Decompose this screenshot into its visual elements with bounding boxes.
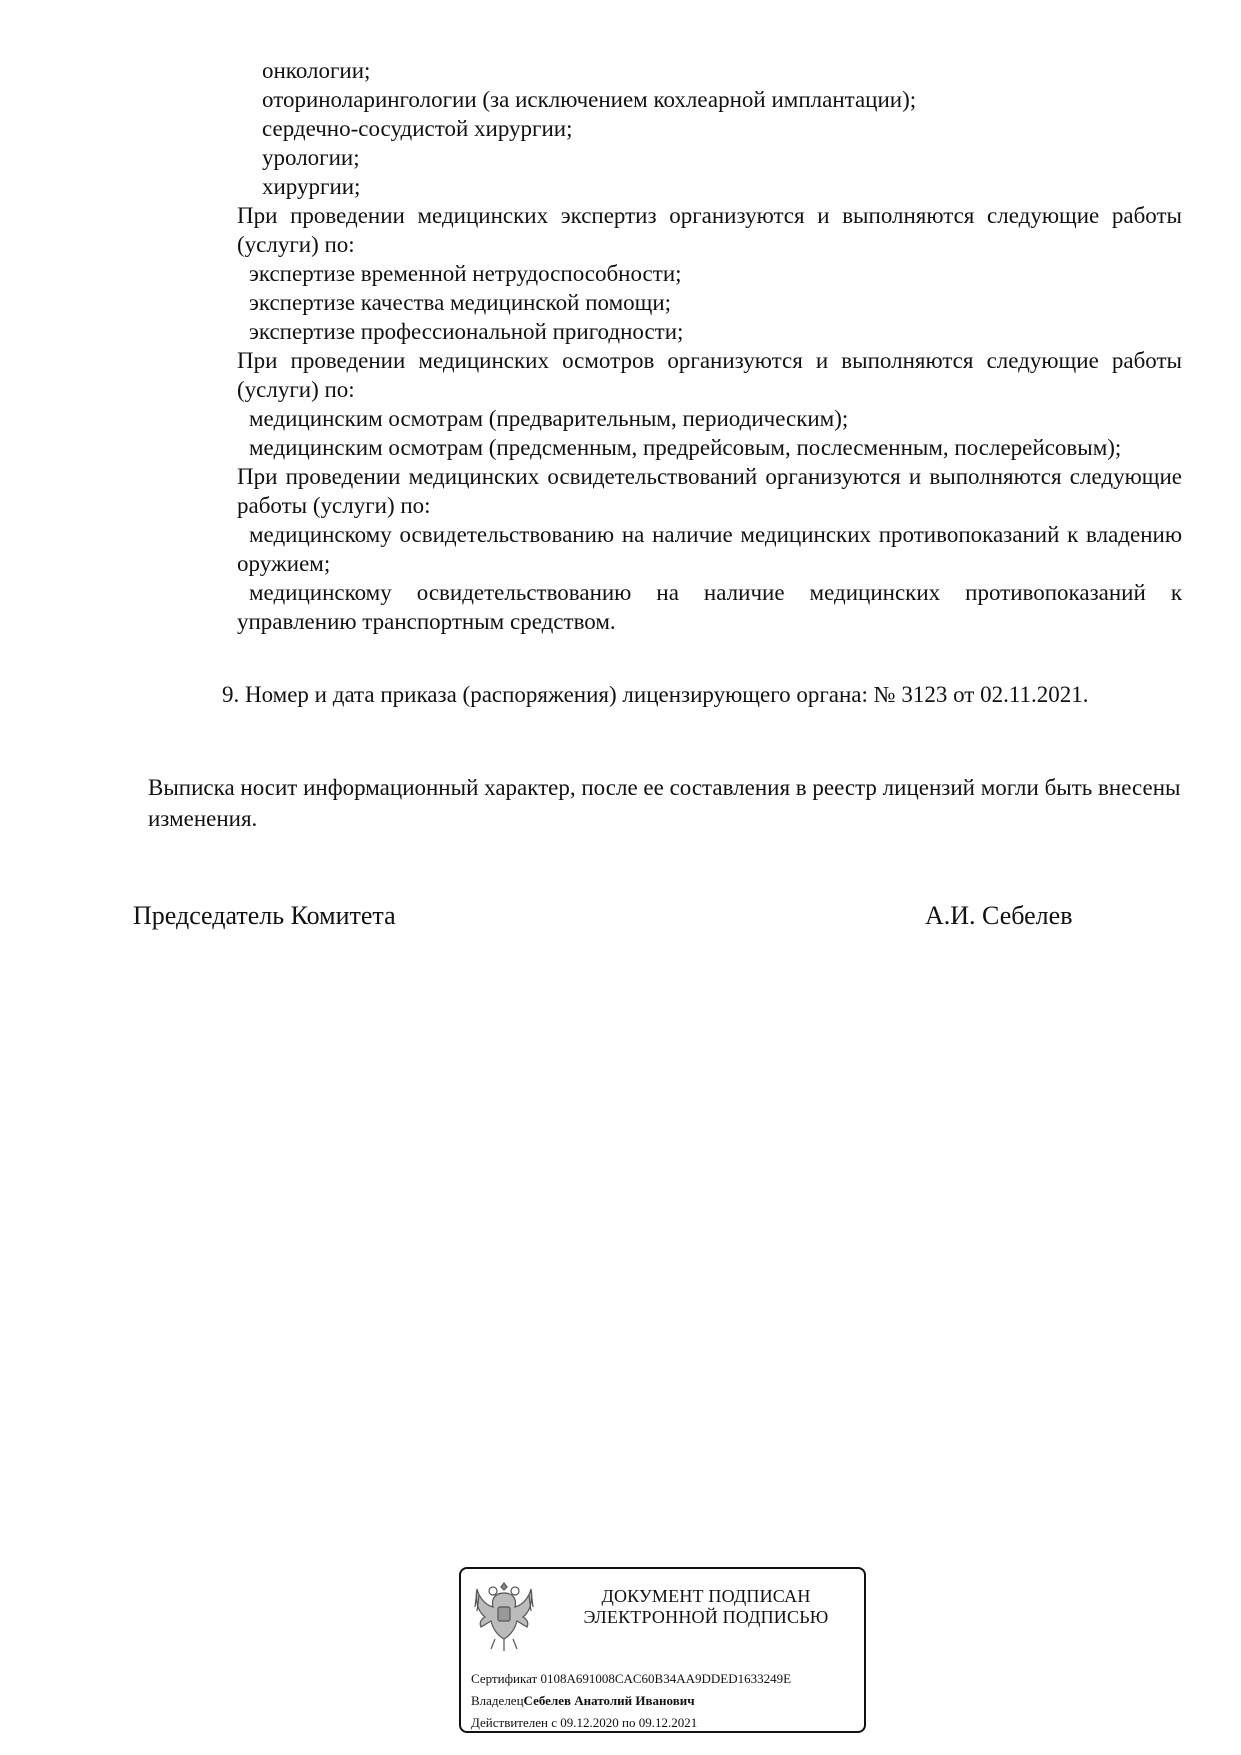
double-headed-eagle-emblem-icon [471, 1577, 537, 1655]
list-item: экспертизе временной нетрудоспособности; [249, 261, 682, 286]
stamp-heading-line: ДОКУМЕНТ ПОДПИСАН [601, 1586, 811, 1606]
list-item: медицинским осмотрам (предсменным, предрейсовым, послесменным, послерейсовым); [249, 435, 1122, 460]
expertise-intro: При проведении медицинских экспертиз организуются и выполняются следующие работы (услуги) по: [237, 203, 1182, 257]
stamp-certificate [471, 1671, 791, 1687]
list-item: медицинскому освидетельствованию на наличие медицинских противопоказаний к управлению транспортным средством. [237, 580, 1182, 634]
stamp-validity: Действителен с 09.12.2020 по 09.12.2021 [471, 1715, 698, 1730]
stamp-heading [551, 1586, 861, 1628]
stamp-owner [471, 1693, 695, 1709]
certification-intro: При проведении медицинских освидетельствований организуются и выполняются следующие работы (услуги) по: [237, 464, 1182, 518]
license-order-line: 9. Номер и дата приказа (распоряжения) лицензирующего органа: № 3123 от 02.11.2021. [222, 682, 1089, 707]
list-item: медицинским осмотрам (предварительным, периодическим); [249, 406, 849, 431]
list-item: урологии; [262, 145, 360, 170]
certificate-label: Сертификат [471, 1671, 538, 1686]
owner-label: Владелец [471, 1693, 524, 1708]
signatory-name: А.И. Себелев [925, 901, 1073, 930]
owner-value: Себелев Анатолий Иванович [523, 1693, 695, 1708]
disclaimer-text: Выписка носит информационный характер, после ее составления в реестр лицензий могли быть внесены изменения. [148, 775, 1181, 831]
list-item: сердечно-сосудистой хирургии; [262, 116, 573, 141]
signatory-title: Председатель Комитета [133, 901, 396, 930]
stamp-heading-line: ЭЛЕКТРОННОЙ ПОДПИСЬЮ [583, 1607, 829, 1627]
list-item: онкологии; [262, 58, 371, 83]
certificate-value: 0108A691008CAC60B34AA9DDED1633249E [540, 1671, 792, 1686]
list-item: хирургии; [262, 174, 361, 199]
exams-intro: При проведении медицинских осмотров организуются и выполняются следующие работы (услуги) по: [237, 348, 1182, 402]
license-services-list [237, 56, 1182, 636]
list-item: оториноларингологии (за исключением кохлеарной имплантации); [262, 87, 917, 112]
list-item: медицинскому освидетельствованию на наличие медицинских противопоказаний к владению оружием; [237, 522, 1182, 576]
list-item: экспертизе качества медицинской помощи; [249, 290, 672, 315]
list-item: экспертизе профессиональной пригодности; [249, 319, 684, 344]
electronic-signature-stamp [459, 1567, 866, 1733]
